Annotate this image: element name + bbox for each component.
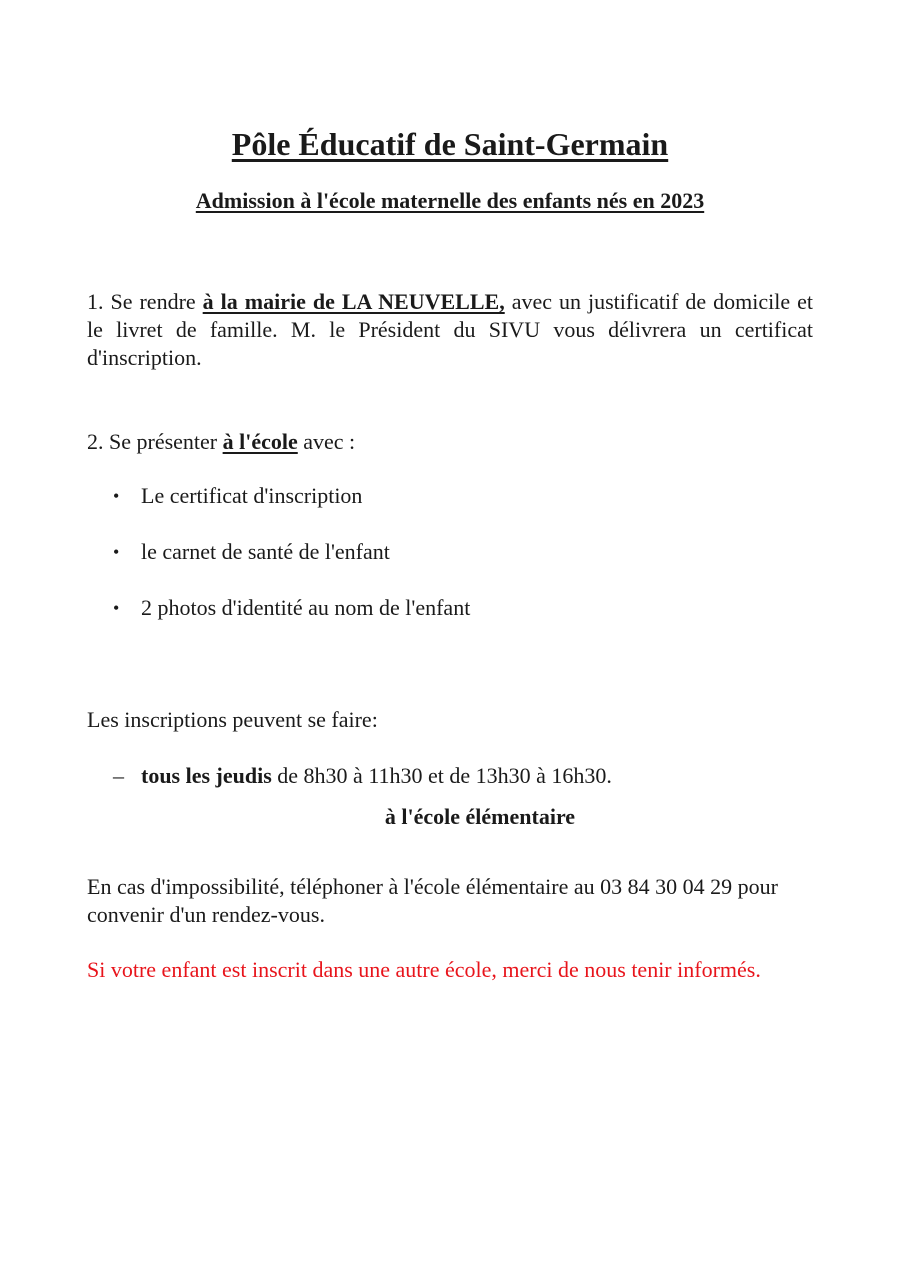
step-2-emphasis: à l'école <box>222 429 298 454</box>
contact-paragraph: En cas d'impossibilité, téléphoner à l'école élémentaire au 03 84 30 04 29 pour convenir d'un rendez-vous. <box>87 874 778 927</box>
step-2-paragraph <box>87 428 813 456</box>
list-item <box>113 538 813 594</box>
step-2-suffix: avec : <box>297 429 356 454</box>
schedule-location: à l'école élémentaire <box>384 804 576 829</box>
list-item-text: 2 photos d'identité au nom de l'enfant <box>141 595 471 620</box>
required-documents-list <box>113 482 813 650</box>
list-item-text: Le certificat d'inscription <box>141 483 363 508</box>
notice-paragraph: Si votre enfant est inscrit dans une autre école, merci de nous tenir informés. <box>87 957 761 982</box>
inscriptions-intro: Les inscriptions peuvent se faire: <box>87 707 378 732</box>
list-item <box>113 594 813 650</box>
step-2-prefix: 2. Se présenter <box>87 429 223 454</box>
bullet-icon: • <box>113 598 120 618</box>
dash-icon: – <box>113 763 124 788</box>
bullet-icon: • <box>113 542 120 562</box>
list-item <box>113 482 813 538</box>
step-1-suffix: avec un justificatif de domicile et le livret de famille. M. le Président du SIVU vous délivrera un certificat d'inscription. <box>87 289 814 370</box>
schedule-days: tous les jeudis <box>141 763 272 788</box>
step-1-paragraph <box>87 288 813 372</box>
schedule-line <box>113 762 813 790</box>
step-1-prefix: 1. Se rendre <box>87 289 203 314</box>
step-1-emphasis: à la mairie de LA NEUVELLE, <box>202 289 505 314</box>
schedule-hours: de 8h30 à 11h30 et de 13h30 à 16h30. <box>271 763 612 788</box>
page-subtitle: Admission à l'école maternelle des enfants nés en 2023 <box>195 188 705 213</box>
list-item-text: le carnet de santé de l'enfant <box>141 539 390 564</box>
bullet-icon: • <box>113 486 120 506</box>
page-title: Pôle Éducatif de Saint-Germain <box>231 126 669 162</box>
